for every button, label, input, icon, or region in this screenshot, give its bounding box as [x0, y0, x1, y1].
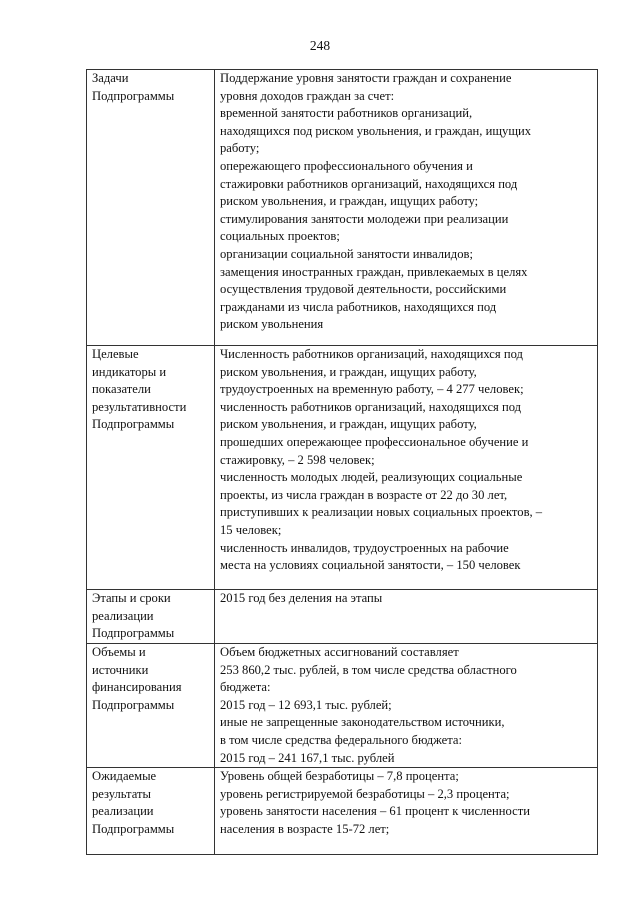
content-line: места на условиях социальной занятости, – 150 человек: [220, 558, 521, 573]
content-line: риском увольнения, и граждан, ищущих работу,: [220, 364, 477, 379]
content-line: находящихся под риском увольнения, и граждан, ищущих: [220, 123, 532, 138]
row-content-tasks: [215, 70, 598, 346]
row-label-indicators: [87, 346, 215, 590]
content-line: численность молодых людей, реализующих социальные: [220, 470, 523, 485]
content-line: 2015 год – 12 693,1 тыс. рублей;: [220, 697, 392, 712]
row-content-finance: [215, 644, 598, 768]
content-line: прошедших опережающее профессиональное обучение и: [220, 434, 529, 449]
label-line: Подпрограммы: [92, 626, 175, 641]
row-label-results: [87, 768, 215, 855]
label-line: результаты: [92, 786, 151, 801]
content-line: работу;: [220, 141, 260, 156]
content-line: уровня доходов граждан за счет:: [220, 88, 395, 103]
label-line: Подпрограммы: [92, 697, 175, 712]
content-line: временной занятости работников организаций,: [220, 106, 473, 121]
content-line: осуществления трудовой деятельности, российскими: [220, 282, 507, 297]
label-line: Ожидаемые: [92, 769, 157, 784]
row-content-indicators: [215, 346, 598, 590]
table-row-tasks: [87, 70, 598, 346]
row-label-finance: [87, 644, 215, 768]
content-line: населения в возрасте 15-72 лет;: [220, 821, 390, 836]
content-line: Уровень общей безработицы – 7,8 процента;: [220, 769, 459, 784]
content-line: 15 человек;: [220, 522, 282, 537]
content-line: приступивших к реализации новых социальных проектов, –: [220, 505, 543, 520]
table-row-results: [87, 768, 598, 855]
label-line: реализации: [92, 804, 154, 819]
content-line: уровень занятости населения – 61 процент к численности: [220, 804, 530, 819]
label-line: Задачи: [92, 71, 129, 85]
label-line: Подпрограммы: [92, 821, 175, 836]
content-line: риском увольнения: [220, 317, 324, 332]
row-content-results: [215, 768, 598, 855]
content-line: гражданами из числа работников, находящихся под: [220, 299, 497, 314]
content-line: иные не запрещенные законодательством источники,: [220, 715, 505, 730]
content-line: 2015 год – 241 167,1 тыс. рублей: [220, 750, 395, 765]
subprogram-passport-table: [86, 69, 598, 855]
content-line: организации социальной занятости инвалидов;: [220, 246, 473, 261]
content-line: трудоустроенных на временную работу, – 4 277 человек;: [220, 382, 524, 397]
content-line: стажировку, – 2 598 человек;: [220, 452, 375, 467]
content-line: 253 860,2 тыс. рублей, в том числе средства областного: [220, 662, 517, 677]
table-row-finance: [87, 644, 598, 768]
label-line: источники: [92, 662, 149, 677]
row-content-stages: [215, 590, 598, 644]
content-line: 2015 год без деления на этапы: [220, 591, 383, 605]
label-line: Подпрограммы: [92, 417, 175, 432]
label-line: Этапы и сроки: [92, 591, 171, 605]
content-line: опережающего профессионального обучения и: [220, 158, 473, 173]
label-line: результативности: [92, 399, 187, 414]
table-row-indicators: [87, 346, 598, 590]
content-line: риском увольнения, и граждан, ищущих работу,: [220, 417, 477, 432]
content-line: Численность работников организаций, находящихся под: [220, 347, 523, 361]
content-line: Объем бюджетных ассигнований составляет: [220, 645, 459, 659]
content-line: стажировки работников организаций, находящихся под: [220, 176, 518, 191]
content-line: проекты, из числа граждан в возрасте от 22 до 30 лет,: [220, 487, 508, 502]
page-number: 248: [309, 38, 331, 53]
content-line: Поддержание уровня занятости граждан и сохранение: [220, 71, 512, 85]
label-line: реализации: [92, 608, 154, 623]
content-line: бюджета:: [220, 680, 271, 695]
label-line: индикаторы и: [92, 364, 167, 379]
label-line: Целевые: [92, 347, 139, 361]
row-label-tasks: [87, 70, 215, 346]
content-line: в том числе средства федерального бюджета:: [220, 732, 463, 747]
content-line: численность работников организаций, находящихся под: [220, 399, 522, 414]
label-line: Объемы и: [92, 645, 146, 659]
content-line: уровень регистрируемой безработицы – 2,3 процента;: [220, 786, 510, 801]
label-line: показатели: [92, 382, 151, 397]
content-line: стимулирования занятости молодежи при реализации: [220, 211, 509, 226]
content-line: численность инвалидов, трудоустроенных на рабочие: [220, 540, 509, 555]
content-line: социальных проектов;: [220, 229, 340, 244]
label-line: финансирования: [92, 680, 182, 695]
table-row-stages: [87, 590, 598, 644]
content-line: замещения иностранных граждан, привлекаемых в целях: [220, 264, 528, 279]
label-line: Подпрограммы: [92, 88, 175, 103]
content-line: риском увольнения, и граждан, ищущих работу;: [220, 194, 479, 209]
row-label-stages: [87, 590, 215, 644]
